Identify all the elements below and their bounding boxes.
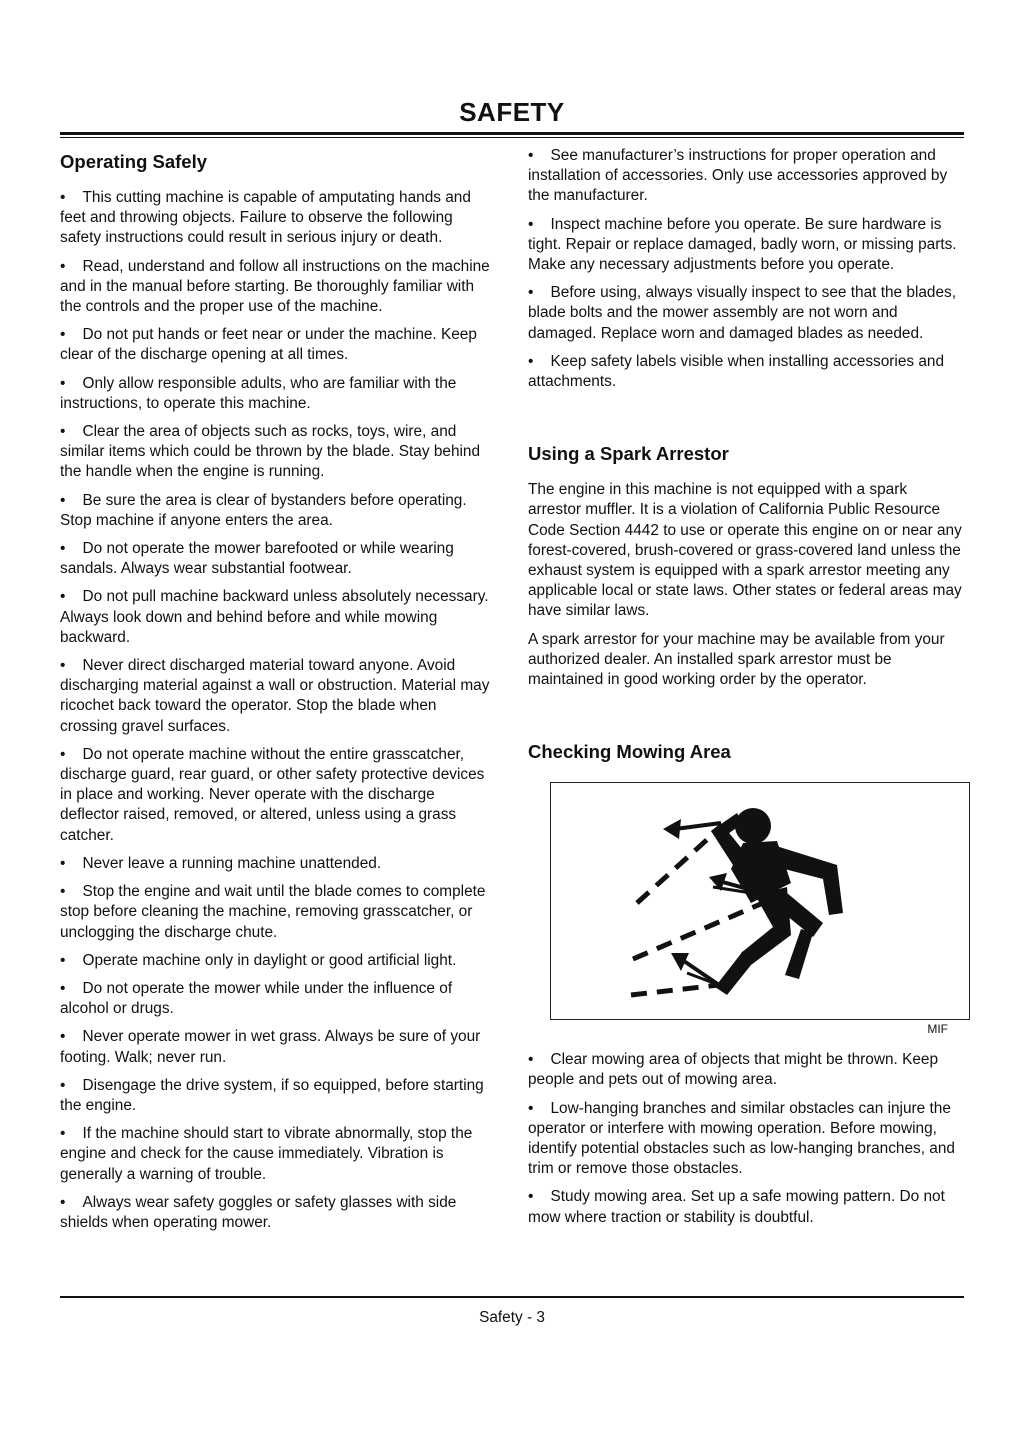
bullet-item: • Only allow responsible adults, who are familiar with the instructions, to operate this machine. [60, 374, 496, 414]
page-title: SAFETY [459, 97, 565, 127]
section-heading-checking-mowing-area: Checking Mowing Area [528, 741, 731, 763]
thrown-object-hazard-figure [550, 782, 970, 1020]
bullet-item: • Clear mowing area of objects that might be thrown. Keep people and pets out of mowing area. [528, 1050, 964, 1090]
bullet-item: • Read, understand and follow all instructions on the machine and in the manual before starting. Be thoroughly familiar with the controls and the proper use of the machine. [60, 257, 496, 318]
bullet-item: • Never leave a running machine unattended. [60, 854, 496, 874]
bullet-item: • Stop the engine and wait until the blade comes to complete stop before cleaning the machine, removing grasscatcher, or unclogging the discharge chute. [60, 882, 496, 943]
bullet-item: • Be sure the area is clear of bystanders before operating. Stop machine if anyone enters the area. [60, 491, 496, 531]
paragraph: The engine in this machine is not equipped with a spark arrestor muffler. It is a violation of California Public Resource Code Section 4442 to use or operate this engine on or near any forest-covered, brush-covered or grass-covered land unless the exhaust system is equipped with a spark arrestor meeting any applicable local or state laws. Other states or federal areas may have similar laws. [528, 481, 962, 620]
bullet-item: • Keep safety labels visible when installing accessories and attachments. [528, 352, 964, 392]
bullet-item: • Study mowing area. Set up a safe mowing pattern. Do not mow where traction or stability is doubtful. [528, 1187, 964, 1227]
bullet-item: • Never direct discharged material toward anyone. Avoid discharging material against a wall or obstruction. Material may ricochet back toward the operator. Stop the blade when crossing gravel surfaces. [60, 656, 496, 737]
checking-mowing-area-list [528, 1050, 964, 1228]
bullet-item: • See manufacturer’s instructions for proper operation and installation of accessories. Only use accessories approved by the manufacturer. [528, 146, 964, 207]
bullet-item: • Do not operate the mower barefooted or while wearing sandals. Always wear substantial footwear. [60, 539, 496, 579]
bullet-item: • Do not put hands or feet near or under the machine. Keep clear of the discharge opening at all times. [60, 325, 496, 365]
bullet-item: • Operate machine only in daylight or good artificial light. [60, 951, 496, 971]
header-rule-thin [60, 137, 964, 138]
operating-safely-list [60, 188, 496, 1233]
bullet-item: • This cutting machine is capable of amputating hands and feet and throwing objects. Failure to observe the following safety instructions could result in serious injury or death. [60, 188, 496, 249]
bullet-item: • Inspect machine before you operate. Be sure hardware is tight. Repair or replace damaged, badly worn, or missing parts. Make any necessary adjustments before you operate. [528, 215, 964, 276]
header-rule [60, 132, 964, 135]
operating-safely-continued-list [528, 146, 964, 392]
footer-rule [60, 1296, 964, 1298]
thrown-object-hazard-icon [551, 783, 968, 1018]
bullet-item: • Never operate mower in wet grass. Always be sure of your footing. Walk; never run. [60, 1027, 496, 1067]
spark-arrestor-text [528, 480, 964, 690]
bullet-item: • Low-hanging branches and similar obstacles can injure the operator or interfere with mowing operation. Before mowing, identify potential obstacles such as low-hanging branches, and trim or remove those obstacles. [528, 1099, 964, 1180]
bullet-item: • Do not operate the mower while under the influence of alcohol or drugs. [60, 979, 496, 1019]
right-column [528, 146, 964, 1236]
bullet-item: • Always wear safety goggles or safety glasses with side shields when operating mower. [60, 1193, 496, 1233]
page-footer: Safety - 3 [479, 1309, 545, 1326]
section-heading-operating-safely: Operating Safely [60, 151, 208, 172]
bullet-item: • Clear the area of objects such as rocks, toys, wire, and similar items which could be thrown by the blade. Stay behind the handle when the engine is running. [60, 422, 496, 483]
left-column [60, 150, 496, 1241]
figure-caption: MIF [927, 1022, 948, 1037]
bullet-item: • Before using, always visually inspect to see that the blades, blade bolts and the mower assembly are not worn and damaged. Replace worn and damaged blades as needed. [528, 283, 964, 344]
bullet-item: • Do not pull machine backward unless absolutely necessary. Always look down and behind before and while mowing backward. [60, 587, 496, 648]
section-heading-spark-arrestor: Using a Spark Arrestor [528, 443, 729, 465]
bullet-item: • If the machine should start to vibrate abnormally, stop the engine and check for the cause immediately. Vibration is generally a warning of trouble. [60, 1124, 496, 1185]
bullet-item: • Disengage the drive system, if so equipped, before starting the engine. [60, 1076, 496, 1116]
paragraph: A spark arrestor for your machine may be available from your authorized dealer. An installed spark arrestor must be maintained in good working order by the operator. [528, 630, 945, 689]
bullet-item: • Do not operate machine without the entire grasscatcher, discharge guard, rear guard, or other safety protective devices in place and working. Never operate with the discharge deflector raised, removed, or altered, unless using a grass catcher. [60, 745, 496, 846]
